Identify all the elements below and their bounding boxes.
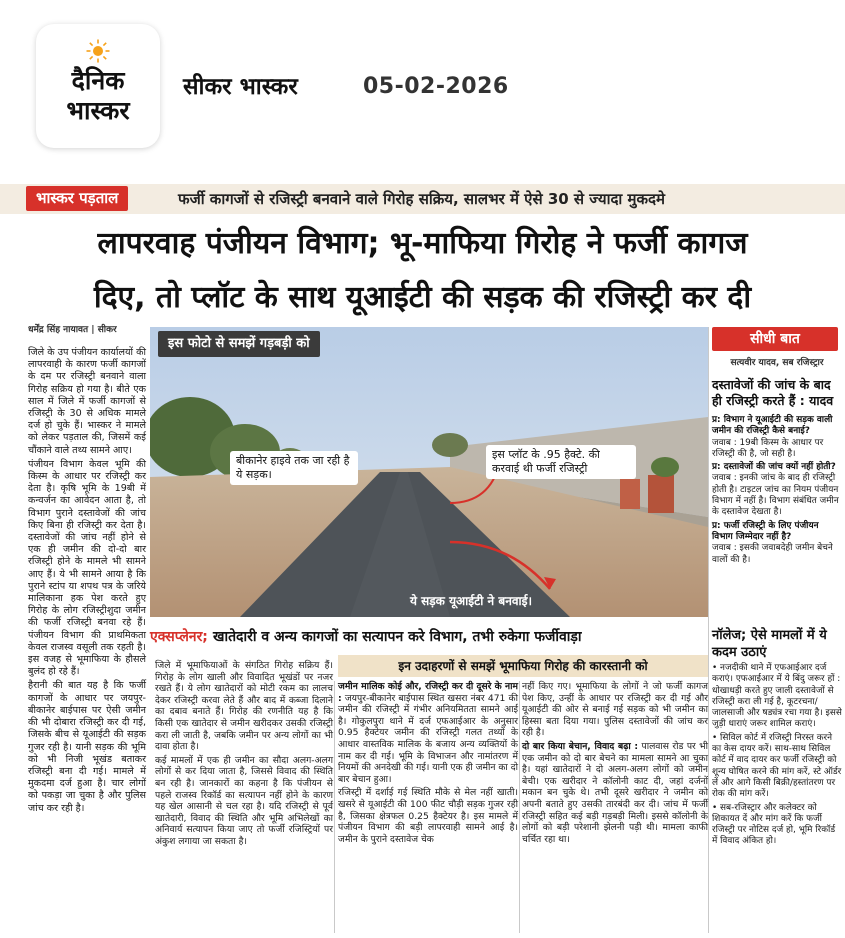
left-paragraph: जिले के उप पंजीयन कार्यालयों की लापरवाही के कारण फर्जी कागजों के दम पर रजिस्ट्री बनवाने वाला गिरोह सक्रिय हो गया है। बीते एक साल में जिले में फर्जी कागजों से रजिस्ट्री के 30 से अधिक मामले दर्ज हो चुके हैं। भास्कर ने मामले को लेकर पड़ताल की, जिसमें कई चौंकाने वाले तथ्य सामने आए। [28,347,146,456]
newspaper-logo [36,24,160,148]
qa-answer: जवाब : इसकी जवाबदेही जमीन बेचने वालों की है। [712,543,833,565]
edition-date: 05-02-2026 [363,74,509,99]
knowledge-heading: नॉलेज; ऐसे मामलों में ये कदम उठाएं [712,628,827,660]
headline-line-2: दिए, तो प्लॉट के साथ यूआईटी की सड़क की रजिस्ट्री कर दी [93,280,752,315]
left-paragraph: पंजीयन विभाग केवल भूमि की किस्म के आधार पर रजिस्ट्री कर देता है। कृषि भूमि के 19बी में कन्वर्जन का आवेदन आता है, तो विभाग पुराने दस्तावेजों की जांच किए बिना ही रजिस्ट्री कर देता है। दस्तावेजों की जांच नहीं होने से एक ही जमीन की दो-दो बार रजिस्ट्री होने के मामले भी सामने आए हैं। ये भी सामने आया है कि पुराने स्टांप या शपथ पत्र के जरिये मालिकाना हक पेश करते हुए गिरोह के लोग रजिस्ट्रीशुदा जमीन की फर्जी रजिस्ट्री बनवा रहे हैं। पंजीयन विभाग की प्राथमिकता केवल राजस्व वसूली तक रहती है। इस वजह से भूमाफिया के हौसले बुलंद हो रहे हैं। [28,458,146,678]
col2-lead: जमीन मालिक कोई और, रजिस्ट्री कर दी दूसरे के नाम : [338,681,518,704]
logo-line-1: दैनिक [71,66,125,95]
col1-paragraph: जिले में भूमाफियाओं के संगठित गिरोह सक्रिय हैं। गिरोह के लोग खाली और विवादित भूखंडों पर नजर रखते हैं। ये लोग खातेदारों को मोटी रकम का लालच देकर रजिस्ट्री करवा लेते हैं और बाद में कब्जा दिलाने का दबाव बनाते हैं। गिरोह की रणनीति यह है कि किसी एक खातेदार से जमीन खरीदकर उसकी रजिस्ट्री करा ली जाती है, जबकि जमीन पर अन्य लोगों का भी दावा होता है। [155,660,333,753]
explainer-kicker: एक्सप्लेनर; [150,629,208,645]
col2-paragraph: रजिस्ट्री में दर्शाई गई स्थिति मौके से मेल नहीं खाती। खसरे से यूआईटी की 100 फीट चौड़ी सड़क गुजर रही है, जिसका क्षेत्रफल 0.25 हैक्टेयर है। इस मामले में पंजीयन विभाग की बड़ी लापरवाही सामने आई है। जमीन के पुराने दस्तावेज चेक [338,787,518,845]
col3-paragraph: पालवास रोड पर भी एक जमीन को दो बार बेचने का मामला सामने आ चुका है। यहां खातेदारों ने दो अलग-अलग लोगों को जमीन बेची। एक खरीदार ने कॉलोनी काट दी, जहां दर्जनों मकान बन चुके थे। तभी दूसरे खरीदार ने जमीन को अपनी बताते हुए उसकी तारबंदी कर दी। जांच में फर्जी रजिस्ट्री सहित कई बड़ी गड़बड़ी मिली। इससे कॉलोनी के लोगों को बड़ी परेशानी झेलनी पड़ी थी। मामला काफी चर्चित रहा था। [522,740,709,845]
kicker-tag: भास्कर पड़ताल [26,186,128,211]
photo-callout-left: बीकानेर हाइवे तक जा रही है ये सड़क। [230,451,358,485]
kicker-text: फर्जी कागजों से रजिस्ट्री बनवाने वाले गिरोह सक्रिय, सालभर में ऐसे 30 से ज्यादा मुकदमे [178,190,665,208]
left-article-column [28,347,146,817]
col2-paragraph: जयपुर-बीकानेर बाईपास स्थित खसरा नंबर 471 की जमीन की रजिस्ट्री में गंभीर अनियमितता सामने आई है। गोकुलपुरा थाने में दर्ज एफआईआर के अनुसार 0.95 हैक्टेयर जमीन की रजिस्ट्री गलत तथ्यों के आधार वास्तविक मालिक के बजाय अन्य व्यक्तियों के नाम कर दी गई। भूमि के विभाजन और नामांतरण में नियमों की अनदेखी की गई। यानी एक ही जमीन का दो बार बेचान हुआ। [338,692,518,785]
qa-question: प्र: फर्जी रजिस्ट्री के लिए पंजीयन विभाग जिम्मेदार नहीं है? [712,520,819,542]
column-divider [519,681,520,933]
byline: धर्मेंद्र सिंह नायावत | सीकर [28,325,117,335]
column-divider [334,681,335,933]
explainer-column-3 [522,681,708,847]
qa-question: प्र: विभाग ने यूआईटी की सड़क वाली जमीन की रजिस्ट्री कैसे बनाई? [712,415,833,437]
examples-subhead: इन उदाहरणों से समझें भूमाफिया गिरोह की कारस्तानी को [338,655,708,677]
headline-line-1: लापरवाह पंजीयन विभाग; भू-माफिया गिरोह ने फर्जी कागज [97,226,748,261]
explainer-title: खातेदारी व अन्य कागजों का सत्यापन करे विभाग, तभी रुकेगा फर्जीवाड़ा [213,629,582,645]
knowledge-point: • नजदीकी थाने में एफआईआर दर्ज कराएं। एफआईआर में ये बिंदु जरूर हों : धोखाधड़ी करते हुए जाली दस्तावेजों से रजिस्ट्री करा ली गई है, कूटरचना/जालसाजी और षड्यंत्र रचा गया है। इससे जुड़ी धाराएं जरूर शामिल कराएं। [712,663,842,730]
logo-line-2: भास्कर [66,96,130,125]
news-photo [150,327,708,617]
photo-callout-right: इस प्लॉट के .95 हैक्टे. की करवाई थी फर्जी रजिस्ट्री [486,445,636,479]
explainer-heading [150,624,708,650]
qa-answer: जवाब : 19बी किस्म के आधार पर रजिस्ट्री की है, जो सही है। [712,437,824,459]
photo-caption: इस फोटो से समझें गड़बड़ी को [158,331,320,357]
col1-paragraph: कई मामलों में एक ही जमीन का सौदा अलग-अलग लोगों से कर दिया जाता है, जिससे विवाद की स्थिति बन रही है। जानकारों का कहना है कि पंजीयन से पहले राजस्व रिकॉर्ड का सत्यापन नहीं होने के कारण यह खेल आसानी से चल रहा है। यदि रजिस्ट्री से पूर्व खातेदारी, विवाद की स्थिति और भूमि अभिलेखों का अनिवार्य सत्यापन किया जाए तो फर्जी रजिस्ट्रियों पर अंकुश लगाया जा सकता है। [155,754,333,847]
photo-callout-bottom: ये सड़क यूआईटी ने बनवाई। [410,594,533,608]
sidebar-qa [712,415,842,568]
sun-logo-icon [86,39,110,63]
sidebar-tag: सीधी बात [712,327,838,351]
kicker-strip [0,184,845,214]
qa-answer: जवाब : इनकी जांच के बाद ही रजिस्ट्री होती है। टाइटल जांच का नियम पंजीयन विभाग में नहीं है। विभाग संबंधित जमीन के दस्तावेज देखता है। [712,473,839,518]
edition-name: सीकर भास्कर [183,74,298,100]
knowledge-point: • सब-रजिस्ट्रार और कलेक्टर को शिकायत दें और मांग करें कि फर्जी रजिस्ट्री पर नोटिस दर्ज हो, भूमि रिकॉर्ड में विवाद अंकित हो। [712,802,836,847]
left-paragraph: हैरानी की बात यह है कि फर्जी कागजों के आधार पर जयपुर-बीकानेर बाईपास पर ऐसी जमीन की भी दोबारा रजिस्ट्री कर दी गई, जिसके बीच से यूआईटी की सड़क गुजर रही है। यानी सड़क की भूमि को भी निजी भूखंड बताकर रजिस्ट्री बना दी गई। मामले में मुकदमा दर्ज हुआ है। चार लोगों को पकड़ा जा चुका है और पुलिस जांच कर रही है। [28,680,146,814]
sidebar-byline: सत्यवीर यादव, सब रजिस्ट्रार [730,358,824,368]
qa-question: प्र: दस्तावेजों की जांच क्यों नहीं होती? [712,462,836,473]
page-header [0,0,845,178]
col3-paragraph: नहीं किए गए। भूमाफिया के लोगों ने जो फर्जी कागज पेश किए, उन्हीं के आधार पर रजिस्ट्री कर दी गई और यूआईटी की ओर से बनाई गई सड़क को भी जमीन का हिस्सा बता दिया गया। पुलिस दस्तावेजों की जांच कर रही है। [522,681,708,739]
explainer-column-2 [338,681,518,847]
knowledge-points [712,663,842,850]
sidebar-heading: दस्तावेजों की जांच के बाद ही रजिस्ट्री करते हैं : यादव [712,377,834,408]
column-divider [708,327,709,933]
col3-lead: दो बार किया बेचान, विवाद बढ़ा : [522,740,639,752]
explainer-column-1 [155,660,333,850]
knowledge-point: • सिविल कोर्ट में रजिस्ट्री निरस्त करने का केस दायर करें। साथ-साथ सिविल कोर्ट में वाद दायर कर फर्जी रजिस्ट्री को शून्य घोषित करने की मांग करें, स्टे ऑर्डर लें और आगे किसी बिक्री/हस्तांतरण पर रोक की मांग करें। [712,732,842,800]
